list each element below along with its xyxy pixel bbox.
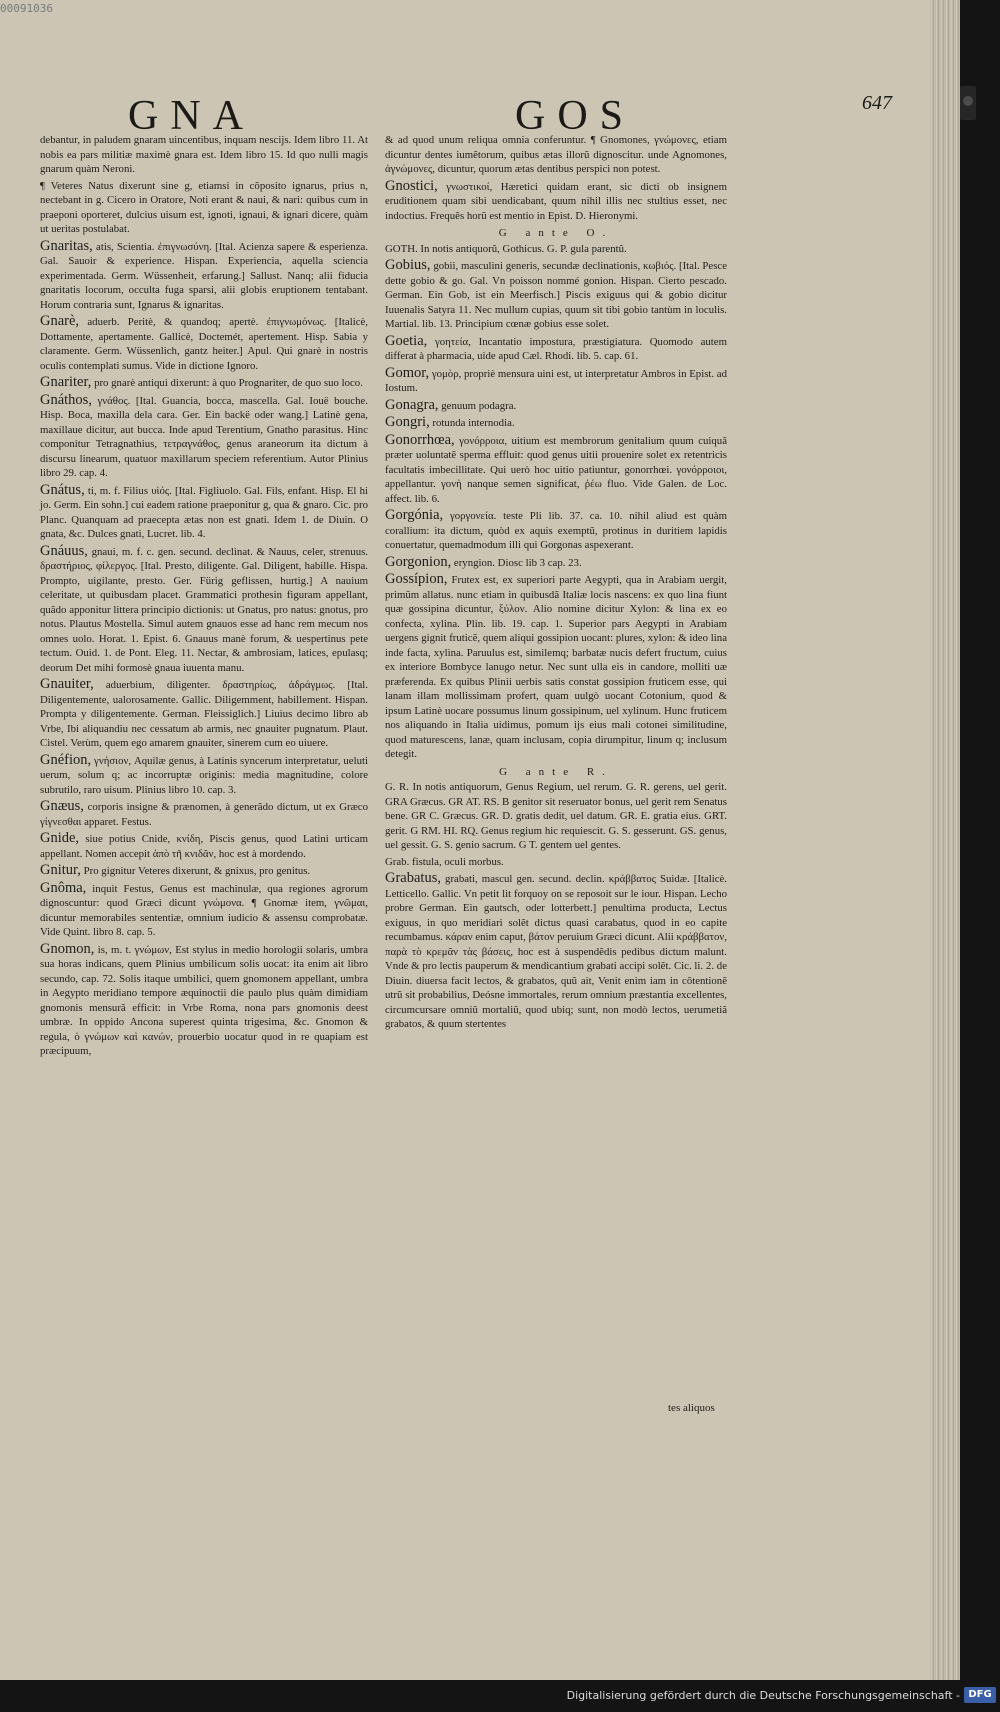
entry-text: inquit Festus, Genus est machinulæ, qua regiones agrorum dignoscuntur: quod Græci dicunt γνώμονα. ¶ Gnomæ item, γνῶμαι, dicuntur memorabiles sententiæ, omnium iudicio & assensu comprobatæ. Vide Quint. libro 8. cap. 5. — [40, 882, 368, 938]
dictionary-entry — [40, 942, 368, 1059]
dictionary-entry — [385, 555, 727, 571]
entry-text: γοργονεία. teste Pli lib. 37. ca. 10. nihil aliud est quàm corallium: ita dictum, quòd ex aquis exemptũ, protinus in duritiem lapidis conuertatur, quemadmodum illi qui Gorgonas aspexerant. — [385, 510, 727, 551]
entry-text: ti, m. f. Filius υἱός. [Ital. Figliuolo. Gal. Fils, enfant. Hisp. El hi jo. Germ. Ein sohn.] cui eadem ratione praeponitur g, qua & gnaro. Cic. pro Planc. Quanquam ad praecepta ætas non est gnati. Idem 1. de Diuin. O gnata, &c. Dulces gnati, Lucret. lib. 4. — [40, 484, 368, 540]
entry-text: genuum podagra. — [441, 399, 517, 412]
entry-headword: Goetia, — [385, 332, 428, 349]
dictionary-entry — [40, 544, 368, 676]
dictionary-entry — [40, 393, 368, 481]
entry-headword: Gongri, — [385, 414, 430, 430]
entry-headword: Gnarè, — [40, 313, 80, 329]
dictionary-entry — [385, 572, 727, 762]
entry-headword: Gobius, — [385, 257, 431, 273]
section-heading: G ante R. — [499, 765, 613, 778]
entry-headword: Gnáuus, — [40, 542, 88, 559]
dictionary-entry — [385, 780, 727, 853]
entry-text: γνωστικοί, Hæretici quidam erant, sic dicti ob insignem eruditionem quam sibi uendicabant, quum nihil illis nec stultius esset, nec indoctius. Frequẽs horũ est mentio in Epist. D. Hieronymi. — [385, 180, 727, 222]
entry-headword: Gnomon, — [40, 940, 95, 957]
entry-text: & ad quod unum reliqua omnia conferuntur. ¶ Gnomones, γνώμονες, etiam dicuntur dentes iumẽtorum, quibus ætas illorũ dignoscitur. unde Agnomones, ἀγνώμονες, dicuntur, quorum ætas dentibus perspici non potest. — [385, 134, 727, 175]
page-block-edge — [930, 0, 960, 1680]
entry-text: rotunda internodia. — [432, 417, 515, 429]
entry-headword: Gossípion, — [385, 571, 448, 587]
entry-headword: Gomor, — [385, 364, 430, 381]
dictionary-entry — [385, 133, 727, 177]
entry-headword: Gnauiter, — [40, 676, 94, 692]
bookmark-clip — [960, 86, 976, 120]
entry-headword: Gnide, — [40, 830, 80, 846]
entry-headword: Gorgonion, — [385, 553, 452, 570]
footer-bar — [0, 1680, 1000, 1712]
entry-text: gobii, masculini generis, secundæ declinationis, κωβιός. [Ital. Pesce dette gobio & go. Gal. Vn poisson nommé gonion. Hispan. Cierto pescado. German. Ein Gob, ist ein Meerfisch.] Piscis exiguus qui & gobio dicitur Iuuenalis Satyra 11. Nec mullum cupias, quum sit tibi gobio tantùm in loculis. Martial. lib. 13. Principium cœnæ gobius esse solet. — [385, 260, 728, 330]
entry-text: is, m. t. γνώμων, Est stylus in medio horologii solaris, umbra sua horas indicans, quem Plinius umbilicum solis uocat: ita enim ait libro secundo, cap. 72. Solis itaque umbilici, quem gnomonem appellant, umbra in Aegypto meridiano tempore æquinoctii die paulo plus quàm dimidiam gnomonis mensurã efficit: in Vrbe Roma, nona pars gnomonis deest umbræ. In oppido Ancona superest quinta trigesima, &c. Gnomon & regula, ὁ γνώμων καὶ κανών, prouerbio uocatur quod in re quapiam est præcipuum, — [40, 943, 368, 1057]
scan-id: 00091036 — [0, 2, 53, 15]
entry-text: corporis insigne & prænomen, à generãdo dictum, ut ex Græco γίγνεσθαι apparet. Festus. — [40, 801, 368, 828]
entry-text: GOTH. In notis antiquorũ, Gothicus. G. P. gula parentũ. — [385, 242, 627, 255]
entry-text: Frutex est, ex superiori parte Aegypti, qua in Arabiam uergit, primũm allatus. nunc etiam in quibusdã Italiæ locis nascens: ex quo lina fiunt quæ gossipina dicuntur, ξύλον. Alio nomine dicitur Xylon: & lina ex eo confecta, xylina. Plin. lib. 19. cap. 1. Superior pars Aegypti in Arabiam uergens gignit fruticẽ, quem aliqui gossipion uocant: plures, xylon: & ideo lina inde facta, xylina. Paruulus est, similemq; barbatæ nucis defert fructum, cuius ex interiore Bombyce lanugo netur. Nec sunt ulla eis in candore, molliti uæ præferenda. Ex quibus Plinii uerbis satis constat gossipion fruticem esse, qui lanam illam mollissimam profert, quam uulgò uocant Cotonium, quod & ipsum Latinè uocare possumus linum gossipinum, uel xylinum. Hunc fruticem nos aliquando in Italia uidimus, pomum ijs eius mali cotonei similitudine, quod maturescens, lanæ, quam inclusam, copia dirumpitur, linum q; inclusum detegit. — [385, 574, 727, 760]
entry-headword: Gnostici, — [385, 177, 438, 194]
dictionary-entry — [385, 415, 727, 431]
dictionary-entry — [40, 239, 368, 313]
entry-text: Pro gignitur Veteres dixerunt, & gnixus, pro genitus. — [83, 865, 311, 877]
entry-text: γομὸρ, propriè mensura uini est, ut interpretatur Ambros in Epist. ad Iostum. — [385, 367, 727, 394]
dictionary-entry — [40, 314, 368, 373]
entry-headword: Grabatus, — [385, 870, 441, 886]
dictionary-entry — [40, 677, 368, 751]
entry-headword: Gnáthos, — [40, 391, 92, 408]
entry-text: γονόρροια, uitium est membrorum genitalium quum cuiquã præter uoluntatẽ sperma effluit: quod genus uitii prouenire solet ex retentricis facultatis imbecillitate. Qui uerò hoc uitio patiuntur, gonorrhœi. γονόρροιοι, appellantur. γονὴ nanque semen significat, ῥέω fluo. Vide Galen. de Loc. affect. lib. 6. — [385, 434, 727, 505]
dictionary-entry — [385, 398, 727, 414]
funding-note: Digitalisierung gefördert durch die Deutsche Forschungsgemeinschaft - — [566, 1689, 960, 1702]
page-number: 647 — [862, 92, 892, 114]
entry-text: γνάθος. [Ital. Guancia, bocca, mascella. Gal. Iouë bouche. Hisp. Boca, maxilla dela cara. Ger. Ein backë oder wang.] Latinè gena, maxillaue dicitur, aut bucca. Inde apud Terentium, Gnatho parasitus. Hinc componitur Tetragnathius, τετραγνάθος, genus araneorum ita dictum à discursu linearum, quatuor maxillarum speciem referentium. Autor Plinius libro 29. cap. 4. — [40, 394, 368, 479]
entry-text: aduerbium, diligenter. δραστηρίως, ἀδράγμως. [Ital. Diligentemente, ualorosamente. Gallic. Diligemment, habillement. Hispan. Prompta y diligentemente. German. Fleissiglich.] Liuius decimo libro ab Vrbe, Ibi aliquandiu nec cessatum ab armis, nec gnauiter pugnatum. Plaut. Cistel. Verùm, quem ego amarem gnauiter, sinerem cum eo uiuere. — [40, 679, 368, 749]
dictionary-entry — [385, 334, 727, 364]
dictionary-entry — [385, 855, 727, 870]
entry-text: gnaui, m. f. c. gen. secund. declinat. & Nauus, celer, strenuus. δραστήριος, φίλεργος. [Ital. Presto, diligente. Gal. Diligent, habille. Hispa. Prompto, uigilante, presto. Ger. Fürig geflissen, hurtig.] A nauium celeritate, ut quibusdam placet. Grammatici prothesin figuram appellant, quãdo apponitur littera principio dictionis: ut Gnatus, pro natus: gnotus, pro notus. Plautus Mostella. Simul autem gnauos esse ad hanc rem mecum nos omnes uolo. Horat. 1. Epist. 6. Gnauus manè forum, & uespertinus pete tectum. Ouid. 1. de Pont. Eleg. 11. Nectar, & ambrosiam, latices, epulasq; deorum Det mihi formosè gnaua iuuenta manu. — [40, 545, 368, 674]
entry-text: grabati, mascul gen. secund. declin. κράββατος Suidæ. [Italicè. Letticello. Gallic. Vn petit lit forquoy on se reposoit sur le iour. Hispan. Lecho probre German. Ein gautsch, oder lotterbett.] penultima producta, Lectus exiguus, in quo meridiari solẽt dictus quasi carabatus, quod in eo capite recumbamus. κάραν enim caput, βάτον peruium Græci dicunt. Alii κράββατον, παρὰ τὸ κρεμᾶν τὰς βάσεις, hoc est à suspendẽdis pedibus dictum malunt. Vnde & pro lectis pauperum & mendicantium grabati accipi solẽt. Cic. li. 2. de Diuin. diuersa facit lectos, & grabatos, quũ ait, Venit enim iam in cõtentionẽ utrũ sit probabilius, Deósne immortales, rerum omnium præstantia excellentes, circumcursare omniũ mortaliũ, quod ubiq; sunt, non modò lectos, uerumetiã grabatos, & quum stertentes — [385, 873, 727, 1030]
entry-text: eryngion. Diosc lib 3 cap. 23. — [453, 556, 582, 569]
entry-headword: Gnitur, — [40, 862, 81, 878]
entry-text: γοητεία, Incantatio impostura, præstigiatura. Quomodo autem differat à pharmacia, uide apud Cæl. Rhodi. lib. 5. cap. 61. — [385, 335, 727, 362]
dictionary-entry — [40, 799, 368, 829]
dictionary-entry — [385, 258, 727, 332]
entry-text: debantur, in paludem gnaram uincentibus, inquam nescijs. Idem libro 11. At nobis ea pars militiæ maximè gnara est. Idem libro 15. Id quo nulli magis gnarum quàm Neroni. — [40, 134, 368, 175]
dictionary-entry — [385, 242, 727, 257]
entry-headword: Gnaritas, — [40, 237, 93, 254]
entry-headword: Gnôma, — [40, 879, 87, 896]
dictionary-entry — [40, 863, 368, 879]
section-heading: G ante O. — [498, 227, 614, 239]
left-column — [40, 133, 368, 1061]
running-head-left: GNA — [128, 93, 255, 139]
entry-headword: Gnæus, — [40, 798, 84, 814]
right-column — [385, 133, 727, 1034]
entry-text: atis, Scientia. ἐπιγνωσύνη. [Ital. Acienza sapere & esperienza. Gal. Sauoir & experience. Hispan. Experiencia, aquella sciencia experimentada. Germ. Wüssenheit, erfarung.] Sallust. Nanq; alii fiducia gnaritatis locorum, occulta fuga sparsi, alii globis eruptionem tentabant. Horum contraria sunt, Ignarus & ignaritas. — [40, 240, 368, 311]
entry-headword: Gorgónia, — [385, 507, 444, 523]
dictionary-entry — [385, 366, 727, 396]
dictionary-entry — [40, 881, 368, 940]
dictionary-entry — [40, 133, 368, 177]
dictionary-entry — [40, 831, 368, 861]
entry-headword: Gnéfion, — [40, 751, 92, 768]
entry-text: ¶ Veteres Natus dixerunt sine g, etiamsi in cõposito ignarus, prius n, nectebant in g. Cicero in Oratore, Noti erant & naui, & nari: quibus cum in praeponi oporteret, dulcius uisum est, ignoti, ignaui, & ignari dicere, quàm ut ueritas postulabat. — [40, 179, 368, 235]
dictionary-entry — [385, 871, 727, 1032]
dictionary-entry — [385, 508, 727, 553]
dictionary-entry — [385, 433, 727, 507]
catchword: tes aliquos — [668, 1402, 715, 1414]
dictionary-entry — [40, 375, 368, 391]
entry-headword: Gonorrhœa, — [385, 431, 455, 448]
entry-text: γνήσιον, Aquilæ genus, à Latinis syncerum interpretatur, ueluti uerum, solum q; ac incorruptæ originis: media magnitudine, colore subrutilo, raro uisum. Plinius libro 10. cap. 3. — [40, 754, 368, 796]
entry-text: G. R. In notis antiquorum, Genus Regium, uel rerum. G. R. gerens, uel gerit. GRA Græcus. GR AT. RS. B genitor sit reseruator bonus, uel gerit rem Senatus bene. GR C. Græcus. GR. D. gratis dedit, uel datum. GR. E. gratia eius. GRT. gerit. G RM. HI. RQ. Genus regium hic requiescit. G. S. gesserunt. GS. genus, uel gessit. G. S. genio sacrum. G T. gentem uel gentes. — [385, 781, 727, 851]
dictionary-entry — [385, 179, 727, 224]
entry-headword: Gnátus, — [40, 481, 85, 498]
entry-text: siue potius Cnide, κνίδη, Piscis genus, quod Latini urticam appellant. Nomen accepit ἀπὸ τῆ κνιδᾶν, hoc est à mordendo. — [40, 833, 369, 860]
dictionary-entry — [40, 753, 368, 798]
running-head-right: GOS — [515, 93, 636, 139]
dfg-logo: DFG — [964, 1687, 996, 1703]
entry-headword: Gnariter, — [40, 374, 92, 390]
entry-headword: Gonagra, — [385, 396, 439, 413]
entry-text: pro gnarè antiqui dixerunt: à quo Prognariter, de quo suo loco. — [94, 377, 363, 389]
dictionary-entry — [40, 179, 368, 237]
entry-text: Grab. fistula, oculi morbus. — [385, 855, 504, 868]
entry-text: aduerb. Peritè, & quandoq; apertè. ἐπιγνωμόνως. [Italicè, Dottamente, apertamente. Gallicè, Doctemét, apertement. Hisp. Sabia y claramente. Germ. Wüssenlich, gantz heiter.] Apul. Qui gnarè in nostris oculis contemplati sumus. Vide in dictione Ignoro. — [40, 316, 368, 372]
dictionary-entry — [40, 483, 368, 542]
